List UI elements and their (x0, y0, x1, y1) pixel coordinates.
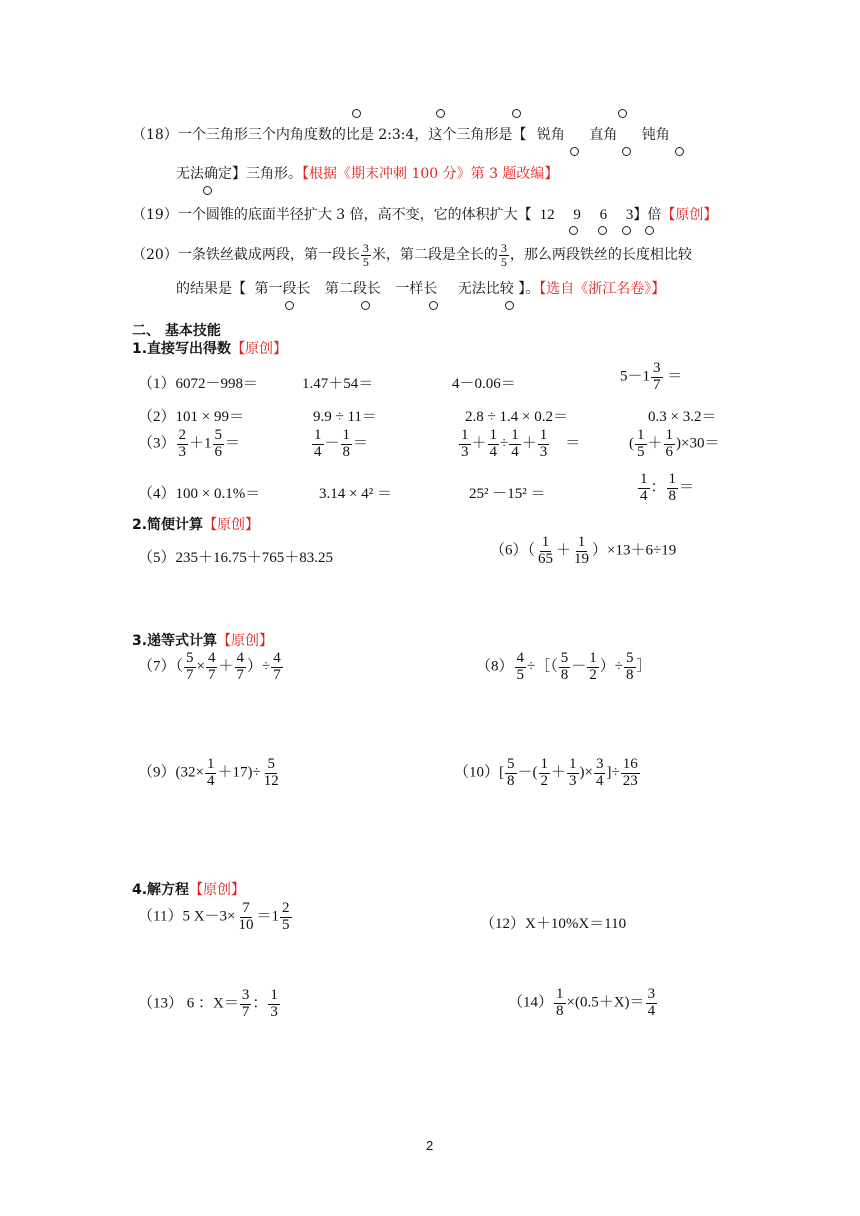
source-note: 【原创】 (203, 517, 260, 533)
subsection-label: 4.解方程 (132, 882, 190, 898)
numerator: 1 (270, 987, 278, 1003)
answer-circle (618, 109, 627, 118)
equation-item (138, 901, 293, 934)
answer-circle (622, 147, 631, 156)
expr-text: ＝ (679, 479, 695, 496)
denominator: 3 (539, 443, 548, 460)
expr-text: )× (579, 764, 593, 781)
expr-text: ÷［（ (527, 658, 558, 675)
source-note: 【原创】 (217, 633, 274, 649)
page-number: 2 (426, 1138, 434, 1153)
oral-item (637, 472, 694, 505)
fraction (361, 242, 371, 268)
numerator: 5 (507, 756, 515, 772)
subsection-label: 2.简便计算 (132, 517, 204, 533)
fraction (488, 428, 500, 461)
denominator: 5 (500, 254, 507, 269)
denominator: 7 (273, 666, 281, 683)
denominator: 7 (186, 666, 194, 683)
fraction (594, 757, 606, 790)
numerator: 4 (516, 650, 525, 666)
numerator: 1 (539, 427, 548, 443)
denominator: 6 (665, 443, 674, 460)
question-number: （10）[ (454, 764, 504, 781)
numerator: 5 (560, 650, 569, 666)
equation-item: （12）X＋10%X＝110 (480, 916, 627, 932)
question-text: 的结果是【 (176, 281, 246, 297)
answer-circle (203, 186, 212, 195)
expr-text: ＋ (218, 658, 234, 675)
calc-item (490, 535, 676, 568)
question-number: （18） (132, 127, 178, 143)
oral-item: （4）100 × 0.1%＝ (138, 486, 261, 502)
numerator: 3 (647, 986, 656, 1002)
expr-text: × (196, 658, 205, 675)
oral-item (138, 428, 240, 461)
fraction (646, 987, 658, 1020)
question-20-line2 (176, 278, 665, 298)
numerator: 1 (540, 756, 548, 772)
denominator: 2 (589, 666, 597, 683)
denominator: 7 (241, 1003, 250, 1020)
denominator: 7 (236, 666, 244, 683)
denominator: 8 (342, 443, 351, 460)
fraction (667, 472, 679, 505)
expr-text: ）÷ (599, 658, 623, 675)
question-18-line2 (176, 163, 558, 183)
question-number: （11）5 X－3× (138, 908, 236, 925)
fraction (651, 361, 663, 394)
numerator: 5 (267, 756, 275, 772)
fraction (567, 757, 579, 790)
question-number: （3） (138, 435, 176, 452)
fraction (268, 988, 280, 1021)
fraction (509, 428, 521, 461)
source-note: 【原创】 (661, 207, 718, 223)
question-number: （13） 6 ：X＝ (138, 995, 239, 1012)
denominator: 4 (314, 443, 322, 460)
numerator: 1 (511, 427, 519, 443)
subsection-title (132, 879, 245, 899)
option-right: 直角 (589, 127, 618, 143)
denominator: 23 (622, 772, 638, 789)
fraction (635, 428, 647, 461)
oral-item: 9.9 ÷ 11＝ (313, 409, 377, 425)
expr-text: ＝ (550, 435, 581, 452)
fraction (499, 242, 509, 268)
numerator: 3 (241, 987, 250, 1003)
answer-circle (675, 147, 684, 156)
numerator: 1 (461, 427, 469, 443)
denominator: 8 (626, 666, 634, 683)
oral-item: （2）101 × 99＝ (138, 409, 244, 425)
denominator: 4 (206, 772, 215, 789)
denominator: 2 (540, 772, 548, 789)
denominator: 19 (574, 550, 590, 567)
expr-text: －( (517, 764, 538, 781)
numerator: 1 (589, 650, 597, 666)
equation-item (508, 987, 658, 1020)
oral-item: 4－0.06＝ (452, 376, 516, 392)
question-text: 一个三角形三个内角度数的比是 2:3:4，这个三角形是【 (177, 127, 527, 143)
question-number: （9）(32× (138, 764, 204, 781)
fraction (341, 428, 353, 461)
oral-item (620, 361, 682, 394)
denominator: 10 (238, 916, 254, 933)
question-number: （6）（ (490, 542, 536, 559)
question-text: 一条铁丝截成两段，第一段长 (177, 247, 360, 264)
question-text: 】倍 (633, 207, 662, 223)
numerator: 1 (314, 427, 322, 443)
question-18 (132, 124, 670, 144)
numerator: 3 (500, 241, 507, 255)
answer-circle (570, 147, 579, 156)
expr-text: ： (650, 479, 666, 496)
denominator: 65 (538, 550, 554, 567)
answer-circle (622, 226, 631, 235)
answer-circle (436, 109, 445, 118)
fraction (459, 428, 471, 461)
fraction (280, 901, 292, 934)
denominator: 5 (516, 666, 525, 683)
fraction (621, 757, 640, 790)
numerator: 5 (186, 650, 194, 666)
answer-circle (429, 301, 438, 310)
option-acute: 锐角 (536, 127, 565, 143)
answer-circle (361, 301, 370, 310)
fraction (177, 428, 189, 461)
numerator: 2 (178, 427, 187, 443)
fraction (638, 472, 650, 505)
source-note: 【原创】 (231, 341, 288, 357)
fraction (312, 428, 324, 461)
option-first-longer: 第一段长 (254, 281, 311, 297)
expr-text: ＝1 (256, 908, 280, 925)
question-text: 】。 (518, 281, 540, 297)
denominator: 4 (595, 772, 604, 789)
expr-text: ＋17)÷ (217, 764, 261, 781)
options: 12 9 6 3 (539, 207, 634, 223)
fraction (554, 987, 566, 1020)
numerator: 5 (626, 650, 634, 666)
expr-text: )×30＝ (676, 435, 720, 452)
source-note: 【原创】 (189, 882, 246, 898)
numerator: 3 (653, 360, 661, 376)
expr-text: ＝ (353, 435, 369, 452)
source-note: 【根据《期末冲刺 100 分》第 3 题改编】 (302, 166, 559, 182)
expr-text: ＋ (551, 764, 567, 781)
subsection-label: 1.直接写出得数 (132, 341, 232, 357)
answer-circle (352, 109, 361, 118)
expr-text: ( (629, 435, 634, 452)
oral-item: 2.8 ÷ 1.4 × 0.2＝ (465, 409, 568, 425)
source-note: 【选自《浙江名卷》】 (539, 281, 666, 297)
expr-text: ）×13＋6÷19 (592, 542, 677, 559)
denominator: 8 (560, 666, 569, 683)
oral-item: 0.3 × 3.2＝ (648, 409, 717, 425)
fraction (539, 757, 551, 790)
expr-text: ÷ (500, 435, 509, 452)
subsection-title (132, 630, 273, 650)
expr-text: ］ (636, 658, 652, 675)
expr-text: 5－1 (620, 368, 651, 385)
expr-text: ×(0.5＋X)＝ (566, 994, 645, 1011)
numerator: 4 (273, 650, 281, 666)
fraction (515, 651, 527, 684)
expr-text: ： (252, 995, 268, 1012)
numerator: 3 (595, 756, 604, 772)
numerator: 1 (342, 427, 351, 443)
answer-circle (645, 226, 654, 235)
fraction (213, 428, 225, 461)
fraction (587, 651, 599, 684)
numerator: 1 (569, 756, 577, 772)
denominator: 6 (214, 443, 223, 460)
question-number: （19） (132, 207, 178, 223)
denominator: 5 (637, 443, 645, 460)
numerator: 2 (282, 900, 290, 916)
question-number: （8） (476, 658, 514, 675)
answer-circle (569, 226, 578, 235)
option-obtuse: 钝角 (641, 127, 670, 143)
oral-item (311, 428, 368, 461)
fraction (271, 651, 283, 684)
step-item (138, 651, 284, 684)
denominator: 4 (511, 443, 519, 460)
step-item (138, 757, 282, 790)
numerator: 5 (214, 427, 223, 443)
numerator: 7 (242, 900, 250, 916)
calc-item: （5）235＋16.75＋765＋83.25 (138, 550, 334, 566)
denominator: 8 (507, 772, 515, 789)
denominator: 8 (556, 1002, 564, 1019)
denominator: 3 (569, 772, 577, 789)
denominator: 5 (282, 916, 290, 933)
answer-circle (285, 301, 294, 310)
oral-item: （1）6072－998＝ (138, 376, 259, 392)
expr-text: ＝ (663, 368, 683, 385)
fraction (536, 535, 555, 568)
expr-text: － (324, 435, 340, 452)
fraction (559, 651, 571, 684)
question-number: （14） (508, 994, 554, 1011)
numerator: 4 (236, 650, 244, 666)
question-20 (132, 242, 692, 268)
option-equal: 一样长 (395, 281, 438, 297)
numerator: 1 (665, 427, 674, 443)
answer-circle (505, 301, 514, 310)
numerator: 1 (637, 427, 645, 443)
denominator: 4 (647, 1002, 656, 1019)
question-text: 米，第二段是全长的 (371, 247, 498, 264)
fraction (240, 988, 252, 1021)
numerator: 3 (362, 241, 369, 255)
numerator: 16 (622, 756, 638, 772)
answer-circle (512, 109, 521, 118)
denominator: 4 (489, 443, 498, 460)
expr-text: ＋1 (189, 435, 212, 452)
denominator: 3 (270, 1003, 278, 1020)
question-number: （7）（ (138, 658, 184, 675)
answer-circle (598, 226, 607, 235)
question-19 (132, 203, 717, 224)
denominator: 5 (362, 254, 369, 269)
denominator: 3 (461, 443, 469, 460)
fraction (624, 651, 636, 684)
fraction (205, 757, 217, 790)
expr-text: ＋ (471, 435, 487, 452)
fraction (184, 651, 196, 684)
numerator: 1 (668, 471, 677, 487)
denominator: 4 (640, 487, 648, 504)
numerator: 1 (206, 756, 215, 772)
denominator: 12 (263, 772, 279, 789)
question-text: 一个圆锥的底面半径扩大 3 倍，高不变，它的体积扩大【 (177, 207, 532, 223)
oral-item: 3.14 × 4² ＝ (319, 486, 392, 502)
question-number: （20） (132, 247, 178, 264)
question-text: ，那么两段铁丝的长度相比较 (509, 247, 692, 264)
oral-item (629, 428, 719, 461)
expr-text: ＋ (521, 435, 537, 452)
subsection-title (132, 338, 287, 358)
fraction (538, 428, 550, 461)
fraction (237, 901, 256, 934)
expr-text: ＝ (225, 435, 241, 452)
subsection-label: 3.递等式计算 (132, 633, 218, 649)
option-cannot-compare: 无法比较 (457, 281, 514, 297)
fraction (262, 757, 281, 790)
expr-text: ]÷ (606, 764, 620, 781)
section-title: 二、 基本技能 (132, 323, 221, 339)
step-item (476, 651, 652, 684)
oral-item: 25² －15² ＝ (469, 486, 546, 502)
oral-item (458, 428, 580, 461)
subsection-title (132, 514, 259, 534)
denominator: 8 (668, 487, 677, 504)
denominator: 3 (178, 443, 187, 460)
denominator: 7 (653, 376, 661, 393)
expr-text: ）÷ (247, 658, 271, 675)
expr-text: ＋ (647, 435, 663, 452)
numerator: 1 (541, 534, 550, 550)
numerator: 1 (489, 427, 498, 443)
fraction (206, 651, 218, 684)
fraction (505, 757, 517, 790)
step-item (454, 757, 641, 790)
denominator: 7 (207, 666, 216, 683)
numerator: 4 (207, 650, 216, 666)
numerator: 1 (640, 471, 648, 487)
fraction (235, 651, 247, 684)
numerator: 1 (556, 986, 564, 1002)
equation-item (138, 988, 281, 1021)
numerator: 1 (577, 534, 586, 550)
fraction (572, 535, 591, 568)
question-text: 无法确定】三角形。 (176, 166, 302, 182)
oral-item: 1.47＋54＝ (302, 376, 374, 392)
expr-text: ＋ (556, 542, 572, 559)
fraction (664, 428, 676, 461)
option-second-longer: 第二段长 (324, 281, 381, 297)
expr-text: － (571, 658, 587, 675)
